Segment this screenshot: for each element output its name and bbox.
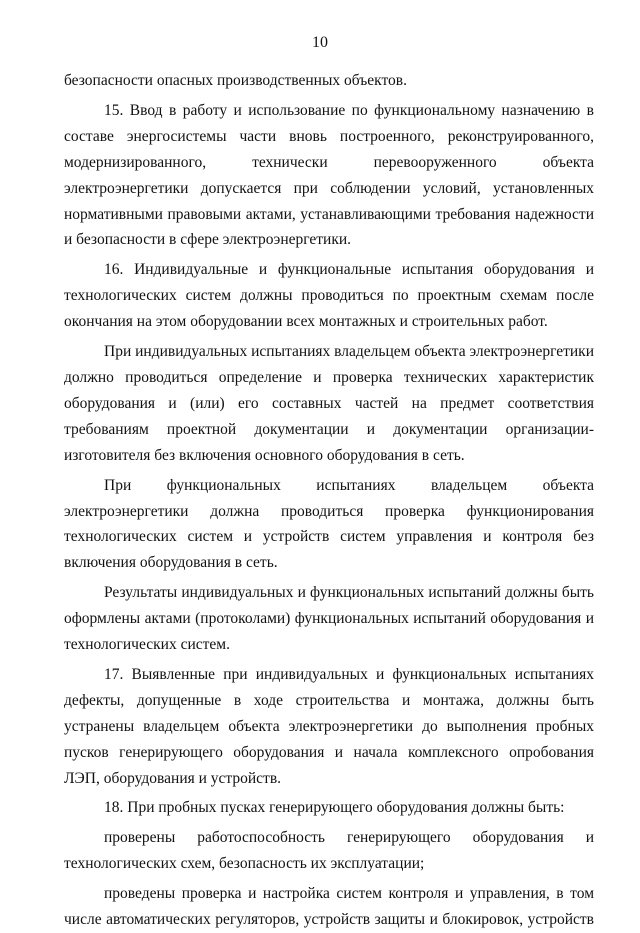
paragraph-functional-tests: При функциональных испытаниях владельцем объекта электроэнергетики должна проводиться проверка функционирования технологических систем и устройств систем управления и контроля без включения оборудования в сеть. [64, 476, 594, 572]
page-number: 10 [312, 34, 328, 51]
paragraph-continuation: безопасности опасных производственных объектов. [64, 72, 407, 89]
paragraph-item-18: 18. При пробных пусках генерирующего оборудования должны быть: [104, 799, 565, 817]
paragraph-item-17: 17. Выявленные при индивидуальных и функциональных испытаниях дефекты, допущенные в ходе строительства и монтажа, должны быть устранены владельцем объекта электроэнергетики до выполнения пробных пусков генерирующего оборудования и начала комплексного опробования ЛЭП, оборудования и устройств. [64, 665, 594, 787]
paragraph-item-15: 15. Ввод в работу и использование по функциональному назначению в составе энергосистемы части вновь построенного, реконструированного, модернизированного, технически перевооруженного объекта электроэнергетики допускается при соблюдении условий, установленных нормативными правовыми актами, устанавливающими требования надежности и безопасности в сфере электроэнергетики. [64, 101, 594, 249]
document-body [64, 68, 594, 933]
paragraph-item-16: 16. Индивидуальные и функциональные испытания оборудования и технологических систем должны проводиться по проектным схемам после окончания на этом оборудовании всех монтажных и строительных работ. [64, 261, 594, 331]
paragraph-item-18-adjustment: проведены проверка и настройка систем контроля и управления, в том числе автоматических регуляторов, устройств защиты и блокировок, устройств [64, 885, 594, 929]
paragraph-test-results: Результаты индивидуальных и функциональных испытаний должны быть оформлены актами (протоколами) функциональных испытаний оборудования и технологических систем. [64, 584, 594, 654]
paragraph-individual-tests: При индивидуальных испытаниях владельцем объекта электроэнергетики должно проводиться определение и проверка технических характеристик оборудования и (или) его составных частей на предмет соответствия требованиям проектной документации и документации организации-изготовителя без включения основного оборудования в сеть. [64, 343, 594, 464]
paragraph-item-18-checked: проверены работоспособность генерирующего оборудования и технологических схем, безопасность их эксплуатации; [64, 829, 594, 873]
